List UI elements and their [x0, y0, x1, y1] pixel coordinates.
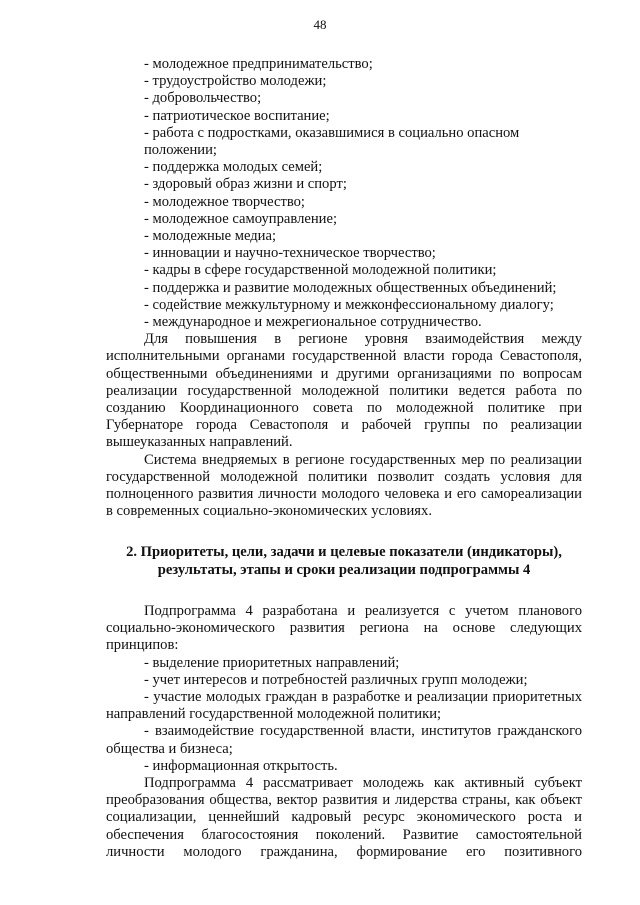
list-item: - патриотическое воспитание; — [144, 107, 330, 124]
principles-list — [106, 655, 582, 775]
list-item: - участие молодых граждан в разработке и реализации приоритетных направлений государственной молодежной политики; — [106, 688, 582, 723]
list-item: - здоровый образ жизни и спорт; — [144, 176, 347, 193]
list-item: - трудоустройство молодежи; — [144, 73, 327, 90]
list-item: - учет интересов и потребностей различных групп молодежи; — [144, 671, 528, 688]
paragraph-youth-subject: Подпрограмма 4 рассматривает молодежь как активный субъект преобразования общества, вектор развития и лидерства страны, как объект социализации, ценнейший кадровый ресурс экономического роста и обеспечения благосостояния поколений. Развитие самостоятельной личности молодого гражданина, формирование его позитивного — [106, 774, 582, 860]
list-item: - добровольчество; — [144, 90, 262, 107]
list-item: - содействие межкультурному и межконфессиональному диалогу; — [144, 296, 554, 313]
list-item: - работа с подростками, оказавшимися в социально опасном положении; — [144, 124, 520, 159]
list-item: - поддержка молодых семей; — [144, 159, 323, 176]
page-content — [106, 56, 582, 861]
paragraph-state-measures: Система внедряемых в регионе государственных мер по реализации государственной молодежной политики позволит создать условия для полноценного развития личности молодого человека и его самореализации в современных социально-экономических условиях. — [106, 451, 582, 520]
directions-list — [106, 56, 582, 331]
list-item: - молодежное самоуправление; — [144, 210, 338, 227]
list-item: - информационная открытость. — [144, 757, 338, 774]
paragraph-coordination-council: Для повышения в регионе уровня взаимодействия между исполнительными органами государственной власти города Севастополя, общественными объединениями и другими организациями по вопросам реализации государственной молодежной политики ведется работа по созданию Координационного совета по молодежной политике при Губернаторе города Севастополя и рабочей группы по реализации вышеуказанных направлений. — [106, 331, 582, 451]
list-item: - выделение приоритетных направлений; — [144, 654, 400, 671]
list-item: - международное и межрегиональное сотрудничество. — [144, 314, 482, 331]
list-item: - молодежное предпринимательство; — [144, 56, 373, 72]
list-item: - взаимодействие государственной власти, институтов гражданского общества и бизнеса; — [106, 723, 582, 757]
paragraph-principles-intro: Подпрограмма 4 разработана и реализуется с учетом планового социально-экономического развития региона на основе следующих принципов: — [106, 602, 582, 654]
section-heading: 2. Приоритеты, цели, задачи и целевые показатели (индикаторы), результаты, этапы и сроки реализации подпрограммы 4 — [126, 544, 562, 578]
list-item: - инновации и научно-техническое творчество; — [144, 245, 436, 262]
list-item: - кадры в сфере государственной молодежной политики; — [144, 262, 497, 279]
page-number: 48 — [313, 17, 327, 32]
list-item: - молодежные медиа; — [144, 228, 277, 245]
list-item: - поддержка и развитие молодежных общественных объединений; — [144, 279, 557, 296]
list-item: - молодежное творчество; — [144, 193, 305, 210]
